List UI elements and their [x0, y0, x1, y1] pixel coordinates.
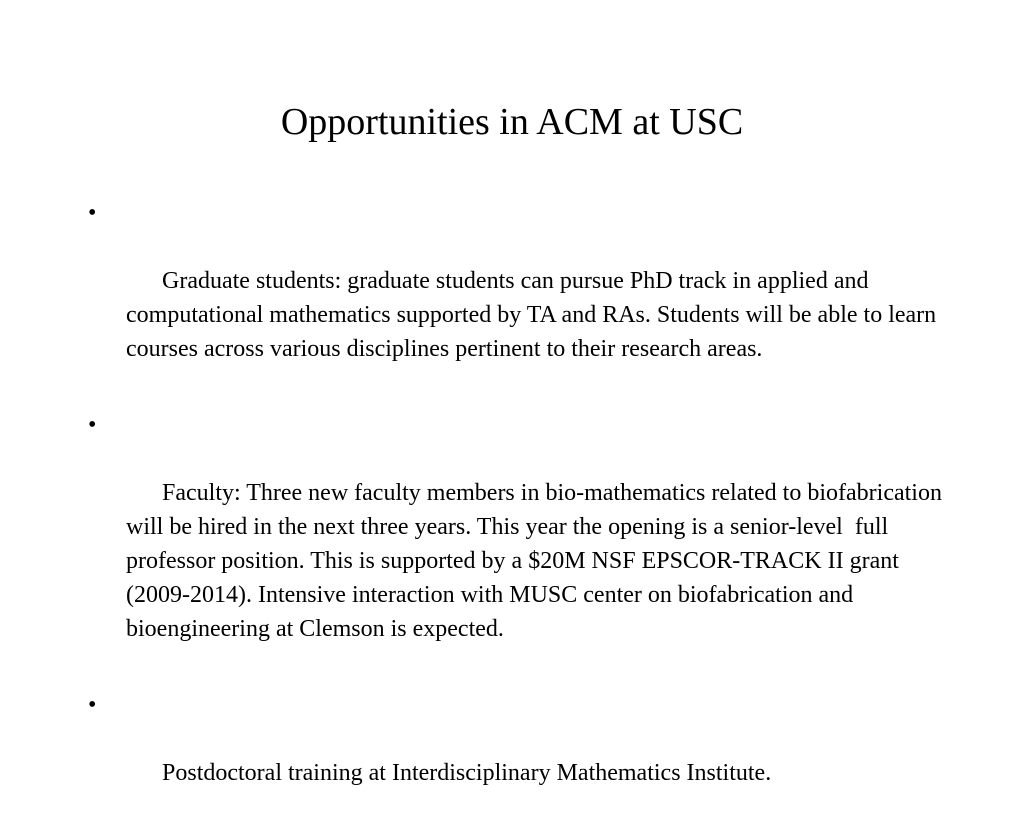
bullet-item-faculty: [86, 408, 946, 680]
bullet-text: Faculty: Three new faculty members in bio-mathematics related to biofabrication will be hired in the next three years. This year the opening is a senior-level full professor position. This is supported by a $20M NSF EPSCOR-TRACK II grant (2009-2014). Intensive interaction with MUSC center on biofabrication and bioengineering at Clemson is expected.: [126, 480, 948, 642]
bullet-icon: •: [88, 200, 97, 226]
bullet-list: [86, 196, 946, 832]
bullet-item-postdoctoral: [86, 688, 946, 824]
bullet-text: Postdoctoral training at Interdisciplinary Mathematics Institute.: [162, 760, 772, 786]
bullet-text: Graduate students: graduate students can pursue PhD track in applied and computational mathematics supported by TA and RAs. Students will be able to learn courses across various disciplines pertinent to their research areas.: [126, 268, 943, 362]
bullet-icon: •: [88, 412, 97, 438]
bullet-item-graduate-students: [86, 196, 946, 400]
slide-title: Opportunities in ACM at USC: [280, 101, 744, 143]
bullet-icon: •: [88, 692, 97, 718]
